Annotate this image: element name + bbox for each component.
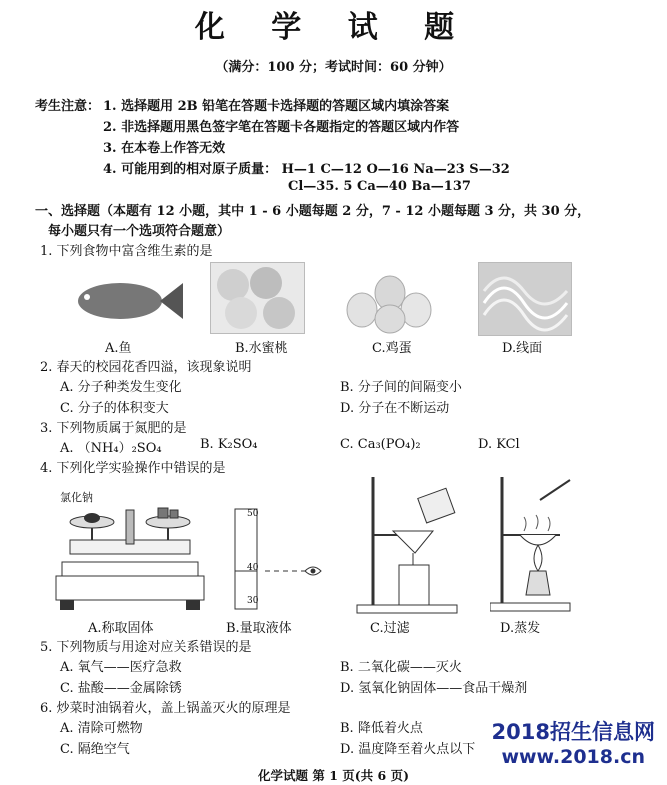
page-title: 化 学 试 题 [194, 10, 473, 45]
noodle-image [478, 262, 572, 336]
egg-image [340, 265, 440, 335]
peach-image [210, 262, 305, 334]
q3-option-a: A. （NH₄）₂SO₄ [60, 441, 162, 456]
q5-option-c: C. 盐酸——金属除锈 [60, 681, 182, 696]
balance-diagram [50, 500, 210, 615]
fish-image [65, 265, 185, 337]
notes-label: 考生注意： [35, 99, 101, 114]
filtration-diagram [355, 475, 465, 615]
section-heading-cont: 每小题只有一个选项符合题意） [48, 224, 231, 239]
scale-40: 40 [247, 563, 259, 573]
note-1: 1. 选择题用 2B 铅笔在答题卡选择题的答题区域内填涂答案 [103, 99, 450, 114]
q2-option-d: D. 分子在不断运动 [340, 401, 450, 416]
exam-info: （满分：100 分；考试时间：60 分钟） [215, 60, 452, 75]
q5-option-a: A. 氧气——医疗急救 [60, 660, 182, 675]
q2-option-c: C. 分子的体积变大 [60, 401, 169, 416]
q1-option-a: A.鱼 [105, 341, 132, 356]
q4-option-c: C.过滤 [370, 621, 410, 636]
scale-50: 50 [247, 509, 259, 519]
q2-stem: 2. 春天的校园花香四溢，该现象说明 [40, 360, 252, 375]
q1-stem: 1. 下列食物中富含维生素的是 [40, 244, 213, 259]
q6-stem: 6. 炒菜时油锅着火，盖上锅盖灭火的原理是 [40, 701, 291, 716]
watermark-title: 2018招生信息网 [491, 720, 655, 744]
evaporation-diagram [490, 475, 580, 615]
q6-option-c: C. 隔绝空气 [60, 742, 130, 757]
q4-option-a: A.称取固体 [88, 621, 154, 636]
q4-option-d: D.蒸发 [500, 621, 541, 636]
q4-option-b: B.量取液体 [226, 621, 292, 636]
q6-option-a: A. 清除可燃物 [60, 721, 143, 736]
q3-option-c: C. Ca₃(PO₄)₂ [340, 437, 421, 452]
page-footer: 化学试题 第 1 页(共 6 页) [258, 768, 409, 783]
section-heading: 一、选择题（本题有 12 小题，其中 1 - 6 小题每题 2 分，7 - 12 小题每题 3 分，共 30 分， [35, 204, 591, 219]
cylinder-diagram [225, 505, 325, 615]
q2-option-a: A. 分子种类发生变化 [60, 380, 182, 395]
balance-label: 氯化钠 [60, 491, 93, 504]
q5-option-b: B. 二氧化碳——灭火 [340, 660, 462, 675]
note-2: 2. 非选择题用黑色签字笔在答题卡各题指定的答题区域内作答 [103, 120, 460, 135]
note-4: 4. 可能用到的相对原子质量： H—1 C—12 O—16 Na—23 S—32 [103, 162, 510, 177]
q5-stem: 5. 下列物质与用途对应关系错误的是 [40, 640, 252, 655]
q1-option-d: D.线面 [502, 341, 543, 356]
note-3: 3. 在本卷上作答无效 [103, 141, 226, 156]
note-4-cont: Cl—35. 5 Ca—40 Ba—137 [288, 179, 471, 194]
q3-stem: 3. 下列物质属于氮肥的是 [40, 421, 187, 436]
q6-option-d: D. 温度降至着火点以下 [340, 742, 476, 757]
scale-30: 30 [247, 596, 259, 606]
q5-option-d: D. 氢氧化钠固体——食品干燥剂 [340, 681, 528, 696]
q6-option-b: B. 降低着火点 [340, 721, 423, 736]
q3-option-d: D. KCl [478, 437, 520, 452]
q3-option-b: B. K₂SO₄ [200, 437, 258, 452]
watermark-url[interactable]: www.2018.cn [501, 746, 645, 768]
q2-option-b: B. 分子间的间隔变小 [340, 380, 462, 395]
q1-option-b: B.水蜜桃 [235, 341, 288, 356]
q1-option-c: C.鸡蛋 [372, 341, 412, 356]
q4-stem: 4. 下列化学实验操作中错误的是 [40, 461, 226, 476]
